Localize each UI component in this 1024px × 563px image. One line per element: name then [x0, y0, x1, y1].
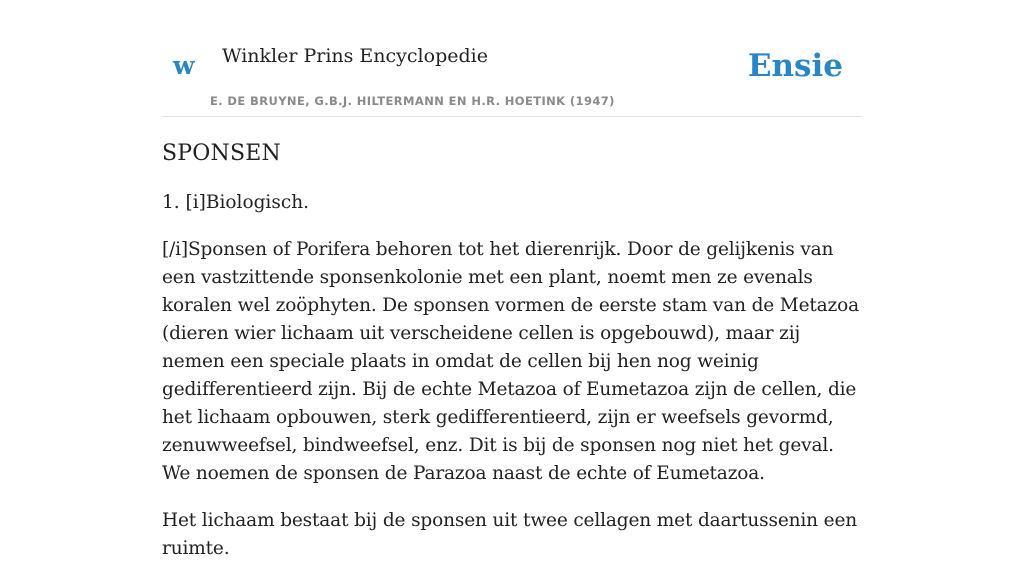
book-authors: E. DE BRUYNE, G.B.J. HILTERMANN EN H.R. HOETINK (1947)	[210, 94, 615, 108]
entry-title: SPONSEN	[162, 141, 281, 166]
book-title[interactable]: Winkler Prins Encyclopedie	[222, 45, 488, 67]
source-header	[162, 0, 862, 117]
winkler-prins-logo[interactable]: w	[173, 51, 195, 80]
entry-content	[162, 138, 862, 563]
section-label: 1. [i]Biologisch.	[162, 192, 309, 213]
paragraph: Het lichaam bestaat bij de sponsen uit twee cellagen met daartussenin een ruimte.	[162, 510, 858, 559]
paragraph: [/i]Sponsen of Porifera behoren tot het dierenrijk. Door de gelijkenis van een vastzittende sponsenkolonie met een plant, noemt men ze evenals koralen wel zoöphyten. De sponsen vormen de eerste stam van de Metazoa (dieren wier lichaam uit verscheidene cellen is opgebouwd), maar zij nemen een speciale plaats in omdat de cellen bij hen nog weinig gedifferentieerd zijn. Bij de echte Metazoa of Eumetazoa zijn de cellen, die het lichaam opbouwen, sterk gedifferentieerd, zijn er weefsels gevormd, zenuwweefsel, bindweefsel, enz. Dit is bij de sponsen nog niet het geval. We noemen de sponsen de Parazoa naast de echte of Eumetazoa.	[162, 239, 860, 484]
ensie-logo[interactable]: Ensie	[747, 48, 843, 84]
